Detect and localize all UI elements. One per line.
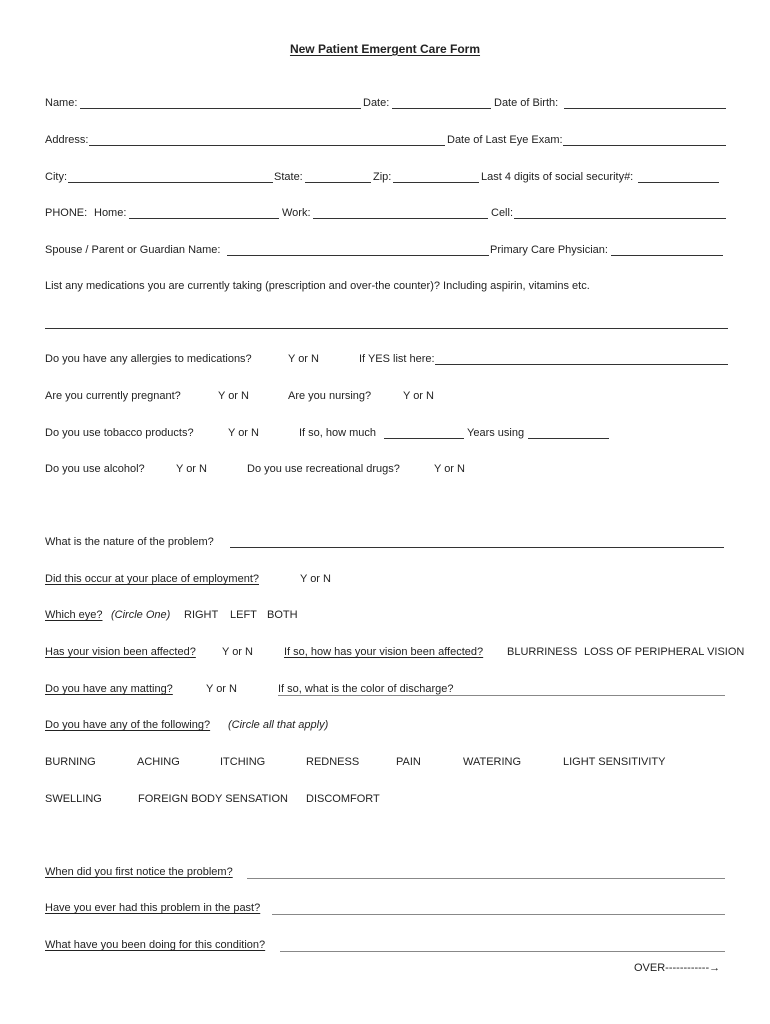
which-eye-question: Which eye? [45,609,103,621]
treatment-field[interactable] [280,951,725,952]
problem-question: What is the nature of the problem? [45,536,214,548]
form-title: New Patient Emergent Care Form [289,42,481,56]
cell-phone-label: Cell: [491,207,514,219]
zip-label: Zip: [373,171,392,183]
home-phone-label: Home: [94,207,127,219]
alcohol-question: Do you use alcohol? [45,463,145,475]
tobacco-years-field[interactable] [528,438,609,439]
zip-field[interactable] [393,182,479,183]
vision-option-peripheral[interactable]: LOSS OF PERIPHERAL VISION [584,646,745,658]
dob-label: Date of Birth: [494,97,559,109]
date-label: Date: [363,97,390,109]
city-field[interactable] [68,182,273,183]
tobacco-how-much-field[interactable] [384,438,464,439]
symptom-swelling[interactable]: SWELLING [45,793,102,805]
treatment-question: What have you been doing for this condition? [45,939,266,951]
physician-label: Primary Care Physician: [490,244,608,256]
symptom-burning[interactable]: BURNING [45,756,96,768]
symptom-watering[interactable]: WATERING [463,756,522,768]
drugs-yes-no[interactable]: Y or N [434,463,465,475]
symptom-pain[interactable]: PAIN [396,756,421,768]
address-field[interactable] [89,145,445,146]
last-eye-exam-label: Date of Last Eye Exam: [447,134,563,146]
ssn-label: Last 4 digits of social security#: [481,171,634,183]
physician-field[interactable] [611,255,723,256]
date-field[interactable] [392,108,491,109]
phone-label: PHONE: [45,207,88,219]
nursing-yes-no[interactable]: Y or N [403,390,434,402]
ssn-field[interactable] [638,182,719,183]
state-field[interactable] [305,182,371,183]
symptom-itching[interactable]: ITCHING [220,756,266,768]
tobacco-how-much-label: If so, how much [299,427,377,439]
eye-option-left[interactable]: LEFT [230,609,257,621]
dob-field[interactable] [564,108,726,109]
symptoms-question: Do you have any of the following? [45,719,211,731]
allergies-list-label: If YES list here: [359,353,435,365]
symptom-light-sensitivity[interactable]: LIGHT SENSITIVITY [563,756,666,768]
which-eye-hint: (Circle One) [111,609,171,621]
address-label: Address: [45,134,89,146]
eye-option-right[interactable]: RIGHT [184,609,219,621]
alcohol-yes-no[interactable]: Y or N [176,463,207,475]
work-phone-label: Work: [282,207,311,219]
allergies-question: Do you have any allergies to medications? [45,353,252,365]
nursing-question: Are you nursing? [288,390,372,402]
name-field[interactable] [80,108,361,109]
matting-question: Do you have any matting? [45,683,173,695]
drugs-question: Do you use recreational drugs? [247,463,400,475]
state-label: State: [274,171,303,183]
guardian-label: Spouse / Parent or Guardian Name: [45,244,221,256]
cell-phone-field[interactable] [514,218,726,219]
city-label: City: [45,171,67,183]
tobacco-question: Do you use tobacco products? [45,427,194,439]
discharge-color-field[interactable] [278,695,725,696]
vision-yes-no[interactable]: Y or N [222,646,253,658]
tobacco-yes-no[interactable]: Y or N [228,427,259,439]
over-indicator: OVER------------→ [634,962,721,974]
eye-option-both[interactable]: BOTH [267,609,298,621]
past-question: Have you ever had this problem in the past? [45,902,261,914]
employment-question: Did this occur at your place of employment? [45,573,259,585]
vision-how-question: If so, how has your vision been affected? [284,646,484,658]
name-label: Name: [45,97,78,109]
vision-question: Has your vision been affected? [45,646,196,658]
first-notice-question: When did you first notice the problem? [45,866,233,878]
pregnant-question: Are you currently pregnant? [45,390,181,402]
guardian-field[interactable] [227,255,489,256]
medications-field[interactable] [45,328,728,329]
past-field[interactable] [272,914,725,915]
allergies-list-field[interactable] [435,364,728,365]
home-phone-field[interactable] [129,218,279,219]
last-eye-exam-field[interactable] [563,145,726,146]
tobacco-years-label: Years using [467,427,525,439]
matting-yes-no[interactable]: Y or N [206,683,237,695]
symptom-foreign-body[interactable]: FOREIGN BODY SENSATION [138,793,288,805]
allergies-yes-no[interactable]: Y or N [288,353,319,365]
first-notice-field[interactable] [247,878,725,879]
discharge-color-label: If so, what is the color of discharge? [278,683,454,695]
symptom-redness[interactable]: REDNESS [306,756,360,768]
problem-field[interactable] [230,547,724,548]
medications-question: List any medications you are currently taking (prescription and over-the counter)? Including aspirin, vitamins etc. [45,280,590,292]
symptom-aching[interactable]: ACHING [137,756,180,768]
employment-yes-no[interactable]: Y or N [300,573,331,585]
work-phone-field[interactable] [313,218,488,219]
symptom-discomfort[interactable]: DISCOMFORT [306,793,380,805]
pregnant-yes-no[interactable]: Y or N [218,390,249,402]
vision-option-blurriness[interactable]: BLURRINESS [507,646,578,658]
symptoms-hint: (Circle all that apply) [228,719,329,731]
